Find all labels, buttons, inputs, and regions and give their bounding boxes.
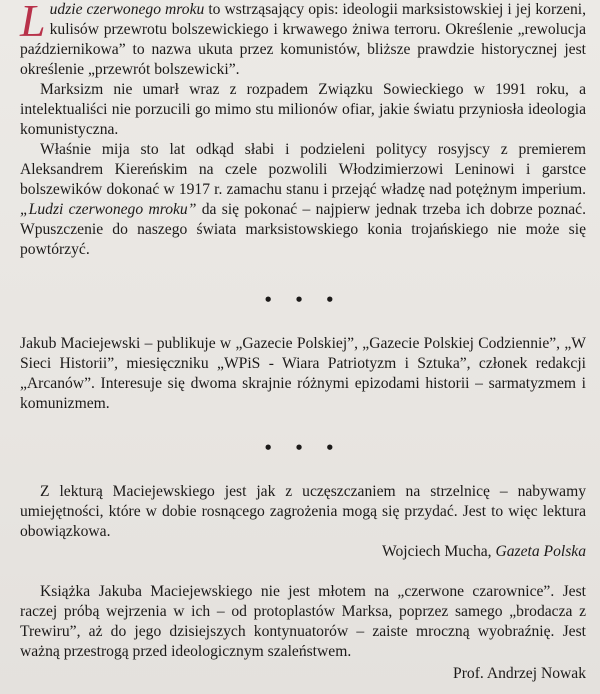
intro-text-1: to wstrząsający opis: ideologii marksistowskiej i jej korzeni, kulisów przewrotu bolszewickiego i krwawego żniwa terroru. Określenie „rewolucja październikowa” to nazwa ukuta przez komunistów, bliższe prawdzie historycznej jest określenie „przewrót bolszewicki”. — [20, 1, 587, 78]
review-quote-1-author: Wojciech Mucha, — [381, 543, 496, 560]
intro-text-3b: da się pokonać – najpierw jednak trzeba ich dobrze poznać. Wpuszczenie do naszego świata marksistowskiego konia trojańskiego nie może się powtórzyć. — [20, 201, 586, 258]
book-title-italic-2: „Ludzi czerwonego mroku” — [20, 201, 197, 218]
review-quote-1-source: Gazeta Polska — [495, 543, 586, 560]
review-quote-2 — [20, 582, 586, 662]
review-quote-1-text: Z lekturą Maciejewskiego jest jak z uczęszczaniem na strzelnicę – nabywamy umiejętności, które w dobie rosnącego zagrożenia mogą się przydać. Jest to więc lektura obowiązkowa. — [20, 483, 586, 540]
section-separator-2: • • • — [263, 439, 343, 457]
book-title-italic: udzie czerwonego mroku — [49, 1, 205, 18]
intro-section — [20, 0, 586, 260]
review-quote-2-signature: Prof. Andrzej Nowak — [453, 665, 586, 682]
intro-paragraph-1 — [20, 0, 586, 80]
intro-text-3a: Właśnie mija sto lat odkąd słabi i podzieleni politycy rosyjscy z premierem Aleksandrem Kiereńskim na czele pozwolili Włodzimierzowi Leninowi i garstce bolszewików dokonać w 1917 r. zamachu stanu i przejąć władzę nad potężnym imperium. — [20, 141, 586, 198]
author-bio-text: Jakub Maciejewski – publikuje w „Gazecie Polskiej”, „Gazecie Polskiej Codziennie”, „W Sieci Historii”, miesięczniku „WPiS - Wiara Patriotyzm i Sztuka”, członek redakcji „Arcanów”. Interesuje się dwoma skrajnie różnymi epizodami historii – sarmatyzmem i komunizmem. — [20, 335, 586, 412]
review-quote-1-signature — [20, 542, 586, 562]
review-quote-1 — [20, 482, 586, 542]
drop-cap-letter: L — [20, 0, 46, 46]
section-separator-1: • • • — [263, 291, 343, 309]
intro-paragraph-2: Marksizm nie umarł wraz z rozpadem Związku Sowieckiego w 1991 roku, a intelektualiści nie porzucili go mimo stu milionów ofiar, jakie światu przyniosła ideologia komunistyczna. — [20, 81, 586, 138]
intro-paragraph-3 — [20, 140, 586, 260]
author-bio — [20, 334, 586, 414]
review-quote-2-text: Książka Jakuba Maciejewskiego nie jest młotem na „czerwone czarownice”. Jest raczej próbą wejrzenia w ich – od protoplastów Marksa, poprzez samego „brodacza z Trewiru”, aż do jego dzisiejszych kontynuatorów – zaiste mroczną wyobraźnię. Jest ważną przestrogą przed ideologicznym szaleństwem. — [20, 583, 586, 660]
